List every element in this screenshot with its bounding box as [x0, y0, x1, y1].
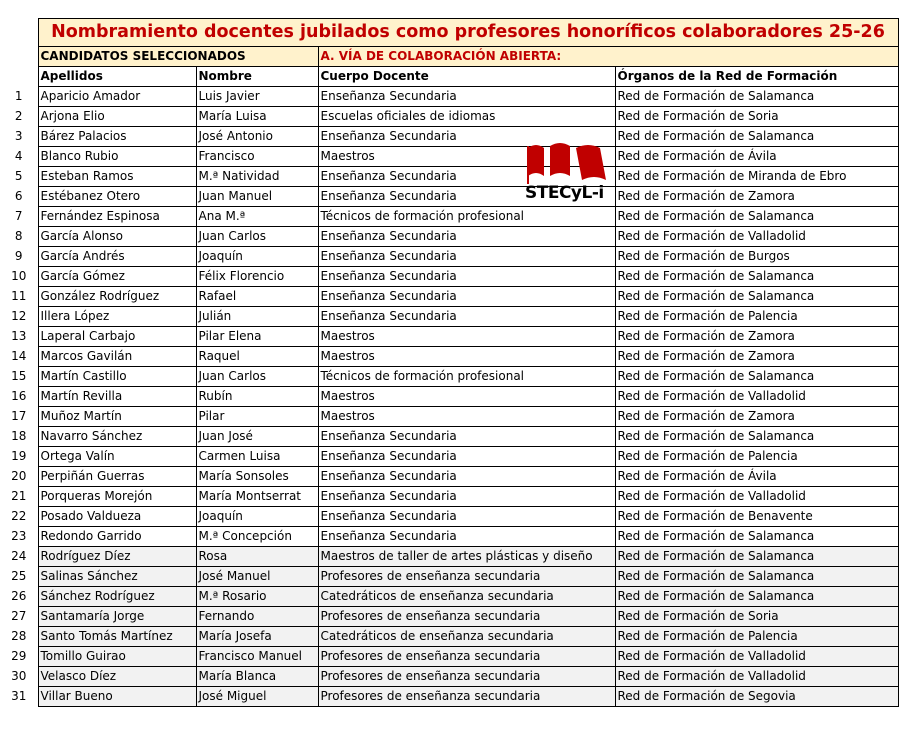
- table-row: [0, 566, 898, 586]
- cell-apellidos[interactable]: Posado Valdueza: [38, 506, 196, 526]
- cell-cuerpo-docente[interactable]: Enseñanza Secundaria: [318, 506, 615, 526]
- cell-apellidos[interactable]: García Andrés: [38, 246, 196, 266]
- column-headers: [0, 66, 898, 86]
- cell-cuerpo-docente[interactable]: Maestros: [318, 386, 615, 406]
- table-row: [0, 546, 898, 566]
- table-row: [0, 366, 898, 386]
- table-row: [0, 226, 898, 246]
- cell-apellidos[interactable]: García Gómez: [38, 266, 196, 286]
- cell-organo[interactable]: Red de Formación de Palencia: [615, 626, 898, 646]
- header-organos[interactable]: Órganos de la Red de Formación: [615, 66, 898, 86]
- table-row: [0, 526, 898, 546]
- cell-organo[interactable]: Red de Formación de Ávila: [615, 146, 898, 166]
- row-number: 12: [11, 308, 27, 323]
- cell-nombre[interactable]: Juan Manuel: [196, 186, 318, 206]
- row-number: 25: [11, 568, 27, 583]
- cell-organo[interactable]: Red de Formación de Salamanca: [615, 266, 898, 286]
- cell-apellidos[interactable]: Santamaría Jorge: [38, 606, 196, 626]
- cell-apellidos[interactable]: Salinas Sánchez: [38, 566, 196, 586]
- cell-nombre[interactable]: José Miguel: [196, 686, 318, 706]
- row-number: 17: [11, 408, 27, 423]
- cell-nombre[interactable]: Juan Carlos: [196, 366, 318, 386]
- cell-cuerpo-docente[interactable]: Técnicos de formación profesional: [318, 206, 615, 226]
- table-row: [0, 166, 898, 186]
- cell-organo[interactable]: Red de Formación de Valladolid: [615, 486, 898, 506]
- cell-organo[interactable]: Red de Formación de Soria: [615, 606, 898, 626]
- cell-apellidos[interactable]: Esteban Ramos: [38, 166, 196, 186]
- section-selected-candidates: CANDIDATOS SELECCIONADOS: [38, 46, 318, 66]
- cell-organo[interactable]: Red de Formación de Salamanca: [615, 86, 898, 106]
- cell-cuerpo-docente[interactable]: Enseñanza Secundaria: [318, 166, 615, 186]
- cell-nombre[interactable]: María Josefa: [196, 626, 318, 646]
- table-row: [0, 86, 898, 106]
- row-number: 7: [14, 208, 23, 223]
- row-number-blank: [0, 18, 38, 46]
- cell-nombre[interactable]: Rubín: [196, 386, 318, 406]
- cell-cuerpo-docente[interactable]: Enseñanza Secundaria: [318, 186, 615, 206]
- table-row: [0, 406, 898, 426]
- cell-apellidos[interactable]: Blanco Rubio: [38, 146, 196, 166]
- cell-apellidos[interactable]: Fernández Espinosa: [38, 206, 196, 226]
- row-number: 1: [14, 88, 23, 103]
- row-number: 20: [11, 468, 27, 483]
- row-number: 18: [11, 428, 27, 443]
- row-number: 8: [14, 228, 23, 243]
- cell-organo[interactable]: Red de Formación de Valladolid: [615, 666, 898, 686]
- row-number: 11: [11, 288, 27, 303]
- cell-organo[interactable]: Red de Formación de Zamora: [615, 406, 898, 426]
- cell-organo[interactable]: Red de Formación de Salamanca: [615, 206, 898, 226]
- table-row: [0, 186, 898, 206]
- table-row: [0, 606, 898, 626]
- cell-nombre[interactable]: Francisco: [196, 146, 318, 166]
- row-number: 6: [14, 188, 23, 203]
- cell-cuerpo-docente[interactable]: Maestros: [318, 146, 615, 166]
- cell-cuerpo-docente[interactable]: Enseñanza Secundaria: [318, 466, 615, 486]
- table-row: [0, 686, 898, 706]
- cell-apellidos[interactable]: Arjona Elio: [38, 106, 196, 126]
- stecyl-logo: [522, 140, 612, 212]
- cell-cuerpo-docente[interactable]: Catedráticos de enseñanza secundaria: [318, 586, 615, 606]
- cell-nombre[interactable]: Juan José: [196, 426, 318, 446]
- cell-cuerpo-docente[interactable]: Maestros: [318, 346, 615, 366]
- cell-organo[interactable]: Red de Formación de Zamora: [615, 186, 898, 206]
- row-number: 2: [14, 108, 23, 123]
- cell-nombre[interactable]: Ana M.ª: [196, 206, 318, 226]
- cell-nombre[interactable]: M.ª Concepción: [196, 526, 318, 546]
- table-row: [0, 346, 898, 366]
- cell-apellidos[interactable]: Villar Bueno: [38, 686, 196, 706]
- table-row: [0, 446, 898, 466]
- cell-cuerpo-docente[interactable]: Enseñanza Secundaria: [318, 426, 615, 446]
- top-spacer: [0, 0, 898, 18]
- cell-nombre[interactable]: María Montserrat: [196, 486, 318, 506]
- row-number: 5: [14, 168, 23, 183]
- cell-organo[interactable]: Red de Formación de Miranda de Ebro: [615, 166, 898, 186]
- cell-nombre[interactable]: Julián: [196, 306, 318, 326]
- row-number: 26: [11, 588, 27, 603]
- cell-apellidos[interactable]: Rodríguez Díez: [38, 546, 196, 566]
- cell-nombre[interactable]: Félix Florencio: [196, 266, 318, 286]
- cell-nombre[interactable]: Pilar: [196, 406, 318, 426]
- row-number: 13: [11, 328, 27, 343]
- cell-nombre[interactable]: Luis Javier: [196, 86, 318, 106]
- cell-apellidos[interactable]: Illera López: [38, 306, 196, 326]
- cell-nombre[interactable]: Fernando: [196, 606, 318, 626]
- table-row: [0, 646, 898, 666]
- row-number: 3: [14, 128, 23, 143]
- header-cuerpo-docente[interactable]: Cuerpo Docente: [318, 66, 615, 86]
- cell-organo[interactable]: Red de Formación de Salamanca: [615, 566, 898, 586]
- cell-cuerpo-docente[interactable]: Enseñanza Secundaria: [318, 86, 615, 106]
- cell-nombre[interactable]: Rafael: [196, 286, 318, 306]
- cell-nombre[interactable]: Raquel: [196, 346, 318, 366]
- cell-organo[interactable]: Red de Formación de Valladolid: [615, 386, 898, 406]
- row-number: 24: [11, 548, 27, 563]
- cell-apellidos[interactable]: Navarro Sánchez: [38, 426, 196, 446]
- cell-organo[interactable]: Red de Formación de Ávila: [615, 466, 898, 486]
- cell-nombre[interactable]: Carmen Luisa: [196, 446, 318, 466]
- table-row: [0, 106, 898, 126]
- cell-organo[interactable]: Red de Formación de Salamanca: [615, 546, 898, 566]
- cell-apellidos[interactable]: Tomillo Guirao: [38, 646, 196, 666]
- table-row: [0, 126, 898, 146]
- cell-apellidos[interactable]: Bárez Palacios: [38, 126, 196, 146]
- cell-organo[interactable]: Red de Formación de Valladolid: [615, 226, 898, 246]
- cell-organo[interactable]: Red de Formación de Salamanca: [615, 126, 898, 146]
- table-row: [0, 146, 898, 166]
- cell-apellidos[interactable]: Laperal Carbajo: [38, 326, 196, 346]
- logo-text: STECyL-i: [525, 183, 604, 203]
- cell-nombre[interactable]: José Manuel: [196, 566, 318, 586]
- row-number: 21: [11, 488, 27, 503]
- row-number: 4: [14, 148, 23, 163]
- cell-cuerpo-docente[interactable]: Profesores de enseñanza secundaria: [318, 666, 615, 686]
- table-row: [0, 466, 898, 486]
- cell-apellidos[interactable]: Porqueras Morejón: [38, 486, 196, 506]
- row-number-blank: [0, 46, 38, 66]
- table-row: [0, 246, 898, 266]
- cell-cuerpo-docente[interactable]: Profesores de enseñanza secundaria: [318, 646, 615, 666]
- cell-organo[interactable]: Red de Formación de Burgos: [615, 246, 898, 266]
- cell-nombre[interactable]: Joaquín: [196, 246, 318, 266]
- table-row: [0, 326, 898, 346]
- row-number: 30: [11, 668, 27, 683]
- cell-nombre[interactable]: María Blanca: [196, 666, 318, 686]
- cell-apellidos[interactable]: Perpiñán Guerras: [38, 466, 196, 486]
- cell-organo[interactable]: Red de Formación de Zamora: [615, 326, 898, 346]
- cell-organo[interactable]: Red de Formación de Salamanca: [615, 366, 898, 386]
- cell-apellidos[interactable]: Estébanez Otero: [38, 186, 196, 206]
- cell-nombre[interactable]: María Luisa: [196, 106, 318, 126]
- cell-cuerpo-docente[interactable]: Enseñanza Secundaria: [318, 486, 615, 506]
- cell-cuerpo-docente[interactable]: Enseñanza Secundaria: [318, 126, 615, 146]
- row-number: 22: [11, 508, 27, 523]
- cell-cuerpo-docente[interactable]: Escuelas oficiales de idiomas: [318, 106, 615, 126]
- cell-nombre[interactable]: Francisco Manuel: [196, 646, 318, 666]
- table-row: [0, 206, 898, 226]
- cell-apellidos[interactable]: Ortega Valín: [38, 446, 196, 466]
- cell-cuerpo-docente[interactable]: Enseñanza Secundaria: [318, 526, 615, 546]
- cell-nombre[interactable]: José Antonio: [196, 126, 318, 146]
- row-number: 10: [11, 268, 27, 283]
- table-row: [0, 626, 898, 646]
- cell-nombre[interactable]: M.ª Natividad: [196, 166, 318, 186]
- cell-cuerpo-docente[interactable]: Catedráticos de enseñanza secundaria: [318, 626, 615, 646]
- table-row: [0, 586, 898, 606]
- cell-organo[interactable]: Red de Formación de Salamanca: [615, 586, 898, 606]
- cell-organo[interactable]: Red de Formación de Salamanca: [615, 526, 898, 546]
- cell-apellidos[interactable]: Muñoz Martín: [38, 406, 196, 426]
- table-row: [0, 426, 898, 446]
- cell-cuerpo-docente[interactable]: Maestros: [318, 326, 615, 346]
- table-row: [0, 266, 898, 286]
- table-row: [0, 286, 898, 306]
- cell-cuerpo-docente[interactable]: Profesores de enseñanza secundaria: [318, 566, 615, 586]
- cell-cuerpo-docente[interactable]: Maestros: [318, 406, 615, 426]
- cell-nombre[interactable]: M.ª Rosario: [196, 586, 318, 606]
- cell-cuerpo-docente[interactable]: Enseñanza Secundaria: [318, 246, 615, 266]
- header-apellidos[interactable]: Apellidos: [38, 66, 196, 86]
- cell-cuerpo-docente[interactable]: Enseñanza Secundaria: [318, 226, 615, 246]
- cell-organo[interactable]: Red de Formación de Salamanca: [615, 426, 898, 446]
- row-number: 31: [11, 688, 27, 703]
- table-row: [0, 506, 898, 526]
- cell-organo[interactable]: Red de Formación de Soria: [615, 106, 898, 126]
- cell-apellidos[interactable]: Santo Tomás Martínez: [38, 626, 196, 646]
- cell-cuerpo-docente[interactable]: Profesores de enseñanza secundaria: [318, 606, 615, 626]
- cell-nombre[interactable]: Rosa: [196, 546, 318, 566]
- cell-apellidos[interactable]: Velasco Díez: [38, 666, 196, 686]
- table-row: [0, 386, 898, 406]
- cell-cuerpo-docente[interactable]: Maestros de taller de artes plásticas y diseño: [318, 546, 615, 566]
- cell-organo[interactable]: Red de Formación de Valladolid: [615, 646, 898, 666]
- cell-cuerpo-docente[interactable]: Enseñanza Secundaria: [318, 446, 615, 466]
- table-row: [0, 666, 898, 686]
- cell-organo[interactable]: Red de Formación de Benavente: [615, 506, 898, 526]
- cell-organo[interactable]: Red de Formación de Palencia: [615, 306, 898, 326]
- cell-apellidos[interactable]: Sánchez Rodríguez: [38, 586, 196, 606]
- cell-cuerpo-docente[interactable]: Técnicos de formación profesional: [318, 366, 615, 386]
- cell-organo[interactable]: Red de Formación de Palencia: [615, 446, 898, 466]
- row-number: 19: [11, 448, 27, 463]
- row-number: 23: [11, 528, 27, 543]
- cell-apellidos[interactable]: González Rodríguez: [38, 286, 196, 306]
- cell-nombre[interactable]: María Sonsoles: [196, 466, 318, 486]
- cell-apellidos[interactable]: Martín Castillo: [38, 366, 196, 386]
- cell-nombre[interactable]: Joaquín: [196, 506, 318, 526]
- cell-organo[interactable]: Red de Formación de Salamanca: [615, 286, 898, 306]
- page-title: Nombramiento docentes jubilados como profesores honoríficos colaboradores 25-26: [38, 18, 898, 46]
- row-number: 27: [11, 608, 27, 623]
- cell-cuerpo-docente[interactable]: Enseñanza Secundaria: [318, 306, 615, 326]
- cell-cuerpo-docente[interactable]: Enseñanza Secundaria: [318, 266, 615, 286]
- row-number: 28: [11, 628, 27, 643]
- row-number: 29: [11, 648, 27, 663]
- cell-apellidos[interactable]: Redondo Garrido: [38, 526, 196, 546]
- cell-organo[interactable]: Red de Formación de Segovia: [615, 686, 898, 706]
- table-row: [0, 486, 898, 506]
- cell-nombre[interactable]: Pilar Elena: [196, 326, 318, 346]
- cell-apellidos[interactable]: Martín Revilla: [38, 386, 196, 406]
- cell-organo[interactable]: Red de Formación de Zamora: [615, 346, 898, 366]
- cell-apellidos[interactable]: García Alonso: [38, 226, 196, 246]
- row-number: 15: [11, 368, 27, 383]
- cell-apellidos[interactable]: Marcos Gavilán: [38, 346, 196, 366]
- row-number: 14: [11, 348, 27, 363]
- row-number-blank: [0, 66, 38, 86]
- cell-cuerpo-docente[interactable]: Profesores de enseñanza secundaria: [318, 686, 615, 706]
- cell-nombre[interactable]: Juan Carlos: [196, 226, 318, 246]
- cell-apellidos[interactable]: Aparicio Amador: [38, 86, 196, 106]
- table-row: [0, 306, 898, 326]
- row-number: 16: [11, 388, 27, 403]
- header-nombre[interactable]: Nombre: [196, 66, 318, 86]
- section-open-collaboration: A. VÍA DE COLABORACIÓN ABIERTA:: [318, 46, 898, 66]
- row-number: 9: [14, 248, 23, 263]
- cell-cuerpo-docente[interactable]: Enseñanza Secundaria: [318, 286, 615, 306]
